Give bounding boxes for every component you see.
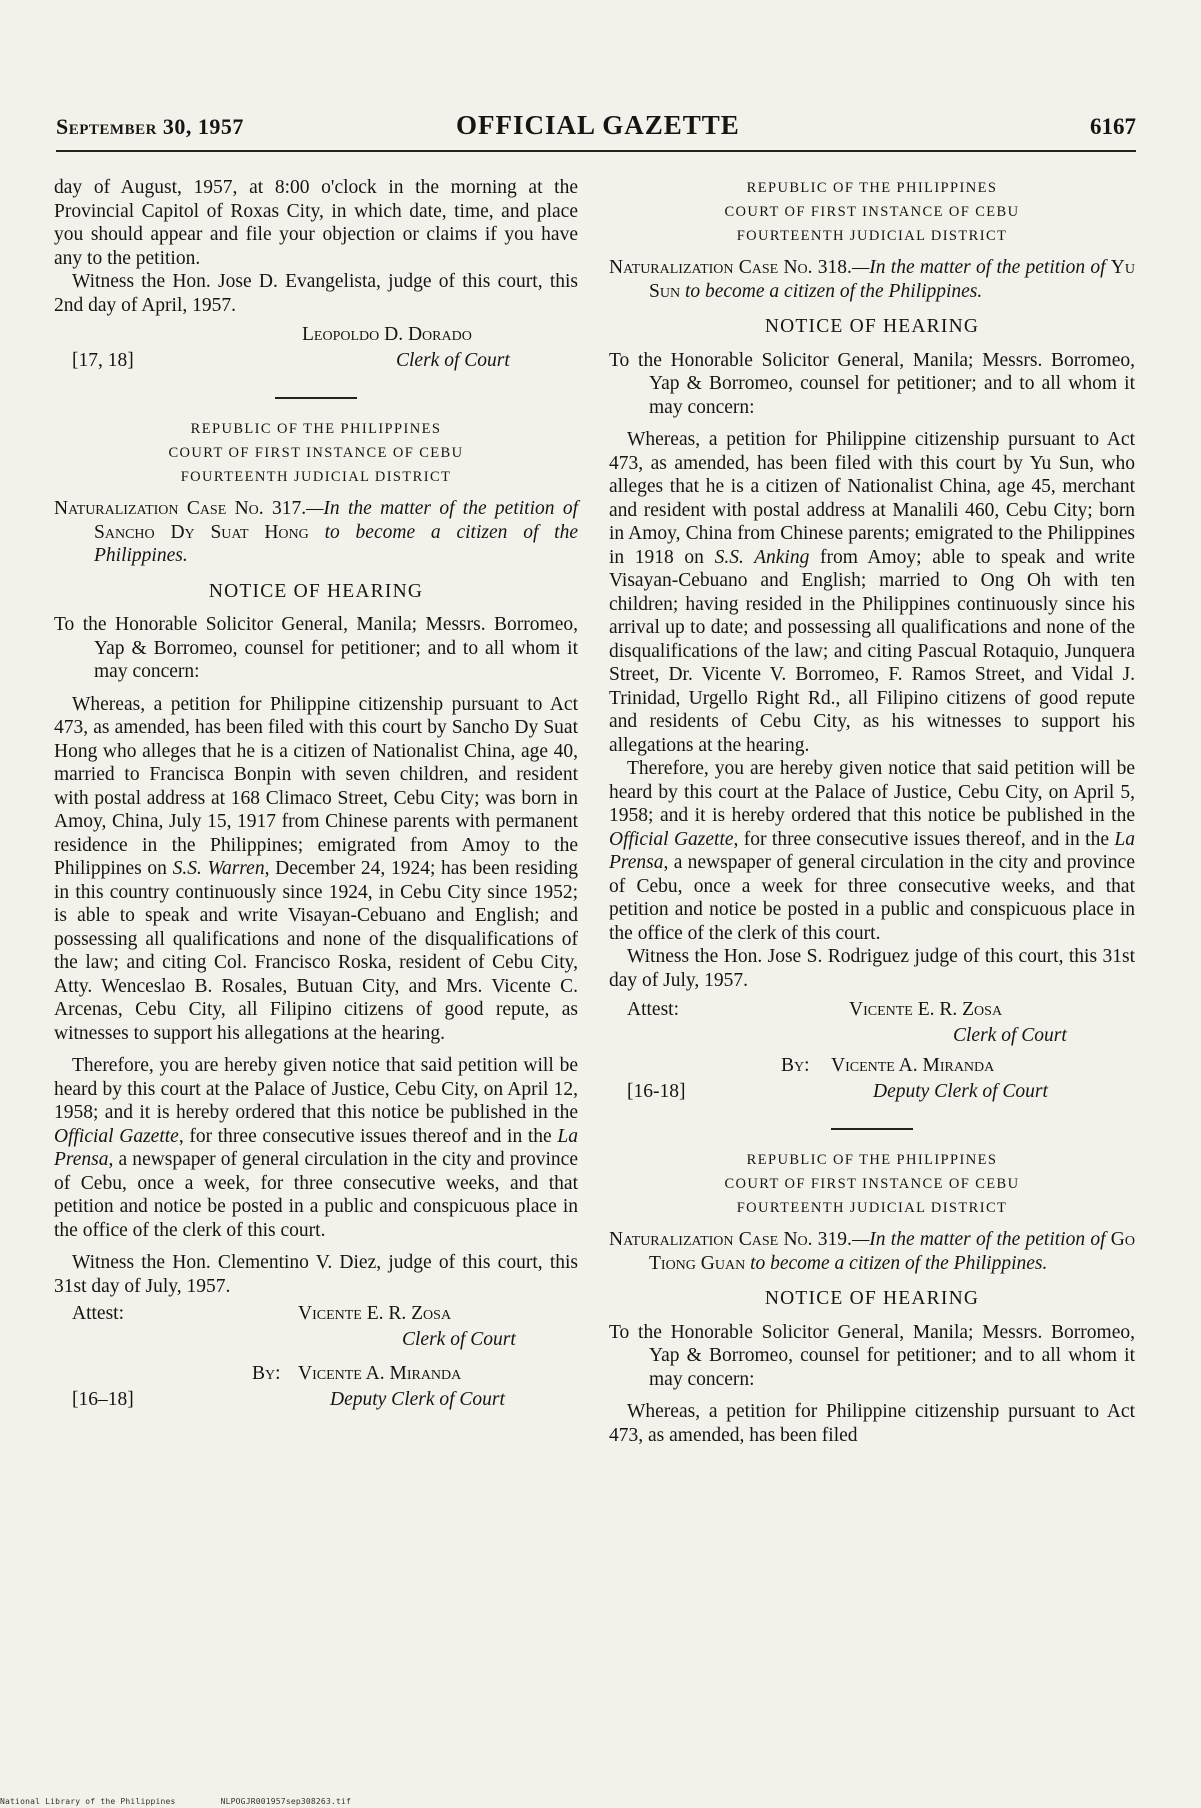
whereas-paragraph [54,693,578,1046]
page-header [56,110,1136,152]
therefore-paragraph [54,1054,578,1242]
left-column [54,176,578,1414]
signature-dorado-role [54,349,578,375]
case-title-318 [609,256,1135,303]
notice-heading: NOTICE OF HEARING [208,580,424,602]
notice-heading: NOTICE OF HEARING [764,316,980,337]
court-line: COURT OF FIRST INSTANCE OF CEBU [724,1176,1020,1192]
case-post: to become a citizen of the Philippines. [680,280,983,302]
case-pre: —In the matter of the petition of [851,1229,1111,1250]
case-pre: —In the matter of the petition of [306,498,578,519]
clerk-name: Vicente E. R. Zosa [849,999,1003,1020]
section-divider [831,1128,913,1130]
case-post: to become a citizen of the Philippines. [745,1252,1048,1274]
therefore-text-a: Therefore, you are hereby given notice that said petition will be heard by this court at the Palace of Justice, Cebu City, on April 5, 1958; and it is hereby ordered that this notice be published in the [609,758,1135,826]
signature-dorado [54,323,578,349]
therefore-text-b: , for three consecutive issues thereof and in the [178,1125,558,1147]
deputy-row [54,1362,578,1388]
case-label: Naturalization Case No. 319. [609,1229,852,1250]
addressee: To the Honorable Solicitor General, Manila; Messrs. Borromeo, Yap & Borromeo, counsel for petitioner; and to all whom it may concern: [609,349,1135,418]
addressee: To the Honorable Solicitor General, Manila; Messrs. Borromeo, Yap & Borromeo, counsel for petitioner; and to all whom it may concern: [609,1321,1135,1390]
clerk-name: Vicente E. R. Zosa [298,1303,452,1324]
continued-paragraph: day of August, 1957, at 8:00 o'clock in the morning at the Provincial Capitol of Roxas City, in which date, time, and place you should appear and file your objection or claims if you have any to the petition. [54,177,578,269]
section-divider [275,397,357,399]
scan-filename: NLPOGJR001957sep308263.tif [220,1797,352,1806]
deputy-role: Deputy Clerk of Court [330,1389,505,1410]
petitioner-name: Sancho Dy Suat Hong [94,521,309,543]
therefore-text-b: , for three consecutive issues thereof, and in the [733,828,1115,850]
court-line: REPUBLIC OF THE PHILIPPINES [746,1152,998,1168]
whereas-paragraph-319: Whereas, a petition for Philippine citizenship pursuant to Act 473, as amended, has been filed [609,1401,1135,1446]
whereas-text-a: Whereas, a petition for Philippine citizenship pursuant to Act 473, as amended, has been filed with this court by Sancho Dy Suat Hong who alleges that he is a citizen of Nationalist China, age 40, married to Francisca Bonpin with seven children, and resident with postal address at 168 Climaco Street, Cebu City; was born in Amoy, China, July 15, 1917 from Chinese parents with permanent residence in the Philippines; emigrated from Amoy to the Philippines on [54,693,578,879]
header-date: September 30, 1957 [56,114,244,139]
issue-reference: [16-18] [627,1081,686,1102]
header-title: OFFICIAL GAZETTE [456,110,740,140]
case-pre: —In the matter of the petition of [851,257,1111,278]
addressee: To the Honorable Solicitor General, Manila; Messrs. Borromeo, Yap & Borromeo, counsel for petitioner; and to all whom it may concern: [54,614,578,682]
continued-witness: Witness the Hon. Jose D. Evangelista, judge of this court, this 2nd day of April, 1957. [54,271,578,316]
court-line: COURT OF FIRST INSTANCE OF CEBU [724,204,1020,220]
court-header [609,1148,1135,1220]
newspaper-name: La Prensa [609,828,1135,873]
ship-name: S.S. Anking [714,546,810,568]
by-label: By: [252,1363,281,1384]
whereas-text-b: , December 24, 1924; has been residing in this country continuously since 1924, in Cebu City since 1952; is able to speak and write Visayan-Cebuano and English; and possessing all qualifications and none of the disqualifications of the law; and citing Col. Francisco Roska, resident of Cebu City, Atty. Wenceslao B. Rosales, Butuan City, and Mrs. Vicente C. Arcenas, Cebu City, all Filipino citizens of good repute, as witnesses to support his allegations at the hearing. [54,858,578,1044]
newspaper-name: La Prensa [54,1125,578,1170]
header-page-number: 6167 [1090,114,1136,139]
attest-label: Attest: [72,1303,124,1324]
clerk-role-row [54,1328,578,1354]
deputy-role-row [609,1080,1135,1106]
attest-row [609,998,1135,1024]
gazette-name: Official Gazette [54,1125,179,1147]
case-title-317 [54,497,578,568]
deputy-role-row [54,1388,578,1414]
deputy-name: Vicente A. Miranda [298,1363,462,1384]
court-line: FOURTEENTH JUDICIAL DISTRICT [736,1200,1008,1216]
issue-reference: [16–18] [72,1389,134,1410]
attest-row [54,1302,578,1328]
deputy-row [609,1054,1135,1080]
ship-name: S.S. Warren [172,858,265,879]
court-line: REPUBLIC OF THE PHILIPPINES [190,421,442,437]
library-credit: National Library of the Philippines [0,1797,176,1806]
whereas-text-b: from Amoy; able to speak and write Visayan-Cebuano and English; married to Ong Oh with ten children; having resided in the Philippines continuously since his arrival up to date; and possessing all qualifications and none of the disqualifications of the law; and citing Pascual Rotaquio, Junquera Street, Dr. Vicente V. Borromeo, F. Ramos Street, and Vidal J. Trinidad, Urgello Right Rd., all Filipino citizens of good repute and residents of Cebu City, as his witnesses to support his allegations at the hearing. [609,546,1135,756]
clerk-role-row [609,1024,1135,1050]
case-title-319 [609,1228,1135,1275]
court-line: FOURTEENTH JUDICIAL DISTRICT [180,469,452,485]
attest-label: Attest: [627,999,679,1020]
therefore-text-c: , a newspaper of general circulation in the city and province of Cebu, once a week, for three consecutive weeks, and that petition and notice be posted in a public and conspicuous place in the office of the clerk of this court. [54,1149,578,1241]
deputy-name: Vicente A. Miranda [831,1055,995,1076]
petitioner-name: Yu Sun [649,257,1135,302]
petitioner-name: Go Tiong Guan [649,1229,1135,1274]
signer-name: Leopoldo D. Dorado [302,324,472,345]
therefore-text-c: , a newspaper of general circulation in the city and province of Cebu, once a week for three consecutive weeks, and that petition and notice be posted in a public and conspicuous place in the office of the clerk of this court. [609,852,1135,944]
by-label: By: [781,1055,810,1076]
notice-heading: NOTICE OF HEARING [764,1288,980,1309]
case-label: Naturalization Case No. 318. [609,257,852,278]
case-label: Naturalization Case No. 317. [54,498,307,519]
court-line: REPUBLIC OF THE PHILIPPINES [746,180,998,196]
gazette-name: Official Gazette [609,828,734,850]
scan-footer [0,1797,391,1806]
clerk-role: Clerk of Court [953,1025,1067,1046]
case-post: to become a citizen of the Philippines. [94,521,579,566]
clerk-role: Clerk of Court [402,1329,516,1350]
right-column [609,176,1135,1447]
witness-paragraph: Witness the Hon. Clementino V. Diez, judge of this court, this 31st day of July, 1957. [54,1252,578,1297]
court-line: FOURTEENTH JUDICIAL DISTRICT [736,228,1008,244]
therefore-text-a: Therefore, you are hereby given notice that said petition will be heard by this court at the Palace of Justice, Cebu City, on April 12, 1958; and it is hereby ordered that this notice be published in the [54,1055,578,1123]
therefore-paragraph [609,757,1135,945]
witness-paragraph: Witness the Hon. Jose S. Rodriguez judge of this court, this 31st day of July, 1957. [609,946,1135,991]
whereas-paragraph [609,428,1135,757]
court-header [609,176,1135,248]
whereas-text-a: Whereas, a petition for Philippine citizenship pursuant to Act 473, as amended, has been filed with this court by Yu Sun, who alleges that he is a citizen of Nationalist China, age 45, merchant and resident with postal address at Manalili 460, Cebu City; born in Amoy, China from Chinese parents; emigrated to the Philippines in 1918 on [609,429,1135,568]
deputy-role: Deputy Clerk of Court [873,1081,1048,1102]
issue-reference: [17, 18] [72,350,134,371]
court-header [54,417,578,489]
court-line: COURT OF FIRST INSTANCE OF CEBU [168,445,464,461]
signer-role: Clerk of Court [396,350,510,371]
